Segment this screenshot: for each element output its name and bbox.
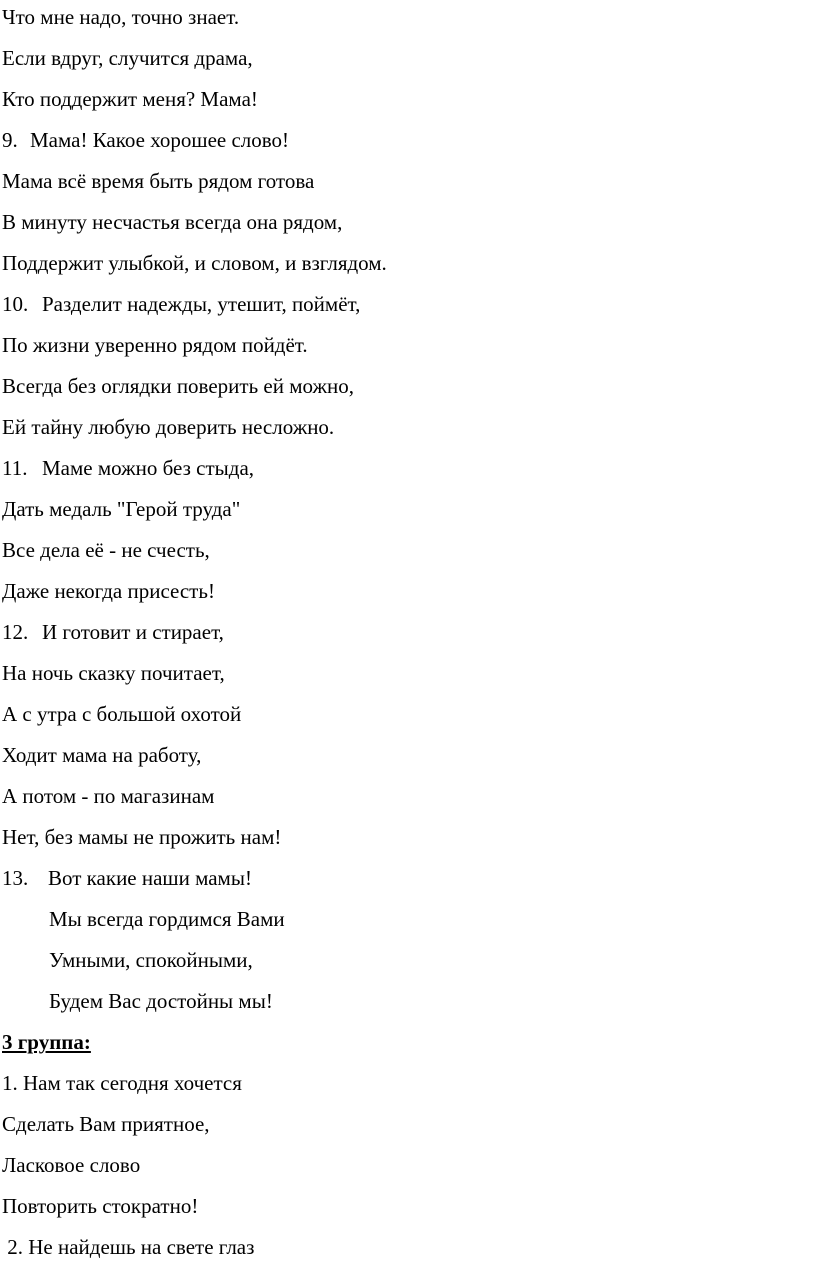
poem-line: Кто поддержит меня? Мама!	[2, 87, 258, 111]
poem-line-text: Разделит надежды, утешит, поймёт,	[42, 292, 361, 316]
stanza-10-first-line	[2, 291, 360, 317]
poem-line-indented: Мы всегда гордимся Вами	[49, 907, 285, 931]
poem-line: Дать медаль "Герой труда"	[2, 497, 241, 521]
poem-line: Что мне надо, точно знает.	[2, 5, 240, 29]
poem-line: Все дела её - не счесть,	[2, 538, 210, 562]
poem-line: Поддержит улыбкой, и словом, и взглядом.	[2, 251, 387, 275]
poem-line-text: И готовит и стирает,	[42, 620, 224, 644]
poem-line: 1. Нам так сегодня хочется	[2, 1071, 242, 1095]
poem-line: А потом - по магазинам	[2, 784, 215, 808]
poem-line: На ночь сказку почитает,	[2, 661, 225, 685]
poem-line: Ходит мама на работу,	[2, 743, 202, 767]
poem-line-text: Мама! Какое хорошее слово!	[30, 128, 290, 152]
stanza-12-first-line	[2, 619, 224, 645]
stanza-9-first-line	[2, 127, 289, 153]
poem-line: Ласковое слово	[2, 1153, 141, 1177]
poem-line: Мама всё время быть рядом готова	[2, 169, 315, 193]
poem-line-text: Вот какие наши мамы!	[48, 866, 252, 890]
poem-line-text: Маме можно без стыда,	[42, 456, 255, 480]
poem-line: 2. Не найдешь на свете глаз	[2, 1235, 255, 1259]
stanza-13-first-line	[2, 865, 252, 891]
poem-line: Если вдруг, случится драма,	[2, 46, 253, 70]
stanza-number: 9.	[2, 128, 18, 152]
poem-line-indented: Умными, спокойными,	[49, 948, 253, 972]
poem-line: Нет, без мамы не прожить нам!	[2, 825, 282, 849]
poem-line: Всегда без оглядки поверить ей можно,	[2, 374, 354, 398]
poem-line: Даже некогда присесть!	[2, 579, 215, 603]
stanza-number: 10.	[2, 292, 29, 316]
section-heading: 3 группа:	[2, 1030, 91, 1054]
poem-line: По жизни уверенно рядом пойдёт.	[2, 333, 308, 357]
poem-line: А с утра с большой охотой	[2, 702, 242, 726]
poem-line: Повторить стократно!	[2, 1194, 199, 1218]
stanza-11-first-line	[2, 455, 254, 481]
poem-line-indented: Будем Вас достойны мы!	[49, 989, 273, 1013]
poem-line: В минуту несчастья всегда она рядом,	[2, 210, 343, 234]
poem-line: Сделать Вам приятное,	[2, 1112, 210, 1136]
poem-line: Ей тайну любую доверить несложно.	[2, 415, 335, 439]
stanza-number: 13.	[2, 866, 29, 890]
stanza-number: 12.	[2, 620, 29, 644]
stanza-number: 11.	[2, 456, 28, 480]
